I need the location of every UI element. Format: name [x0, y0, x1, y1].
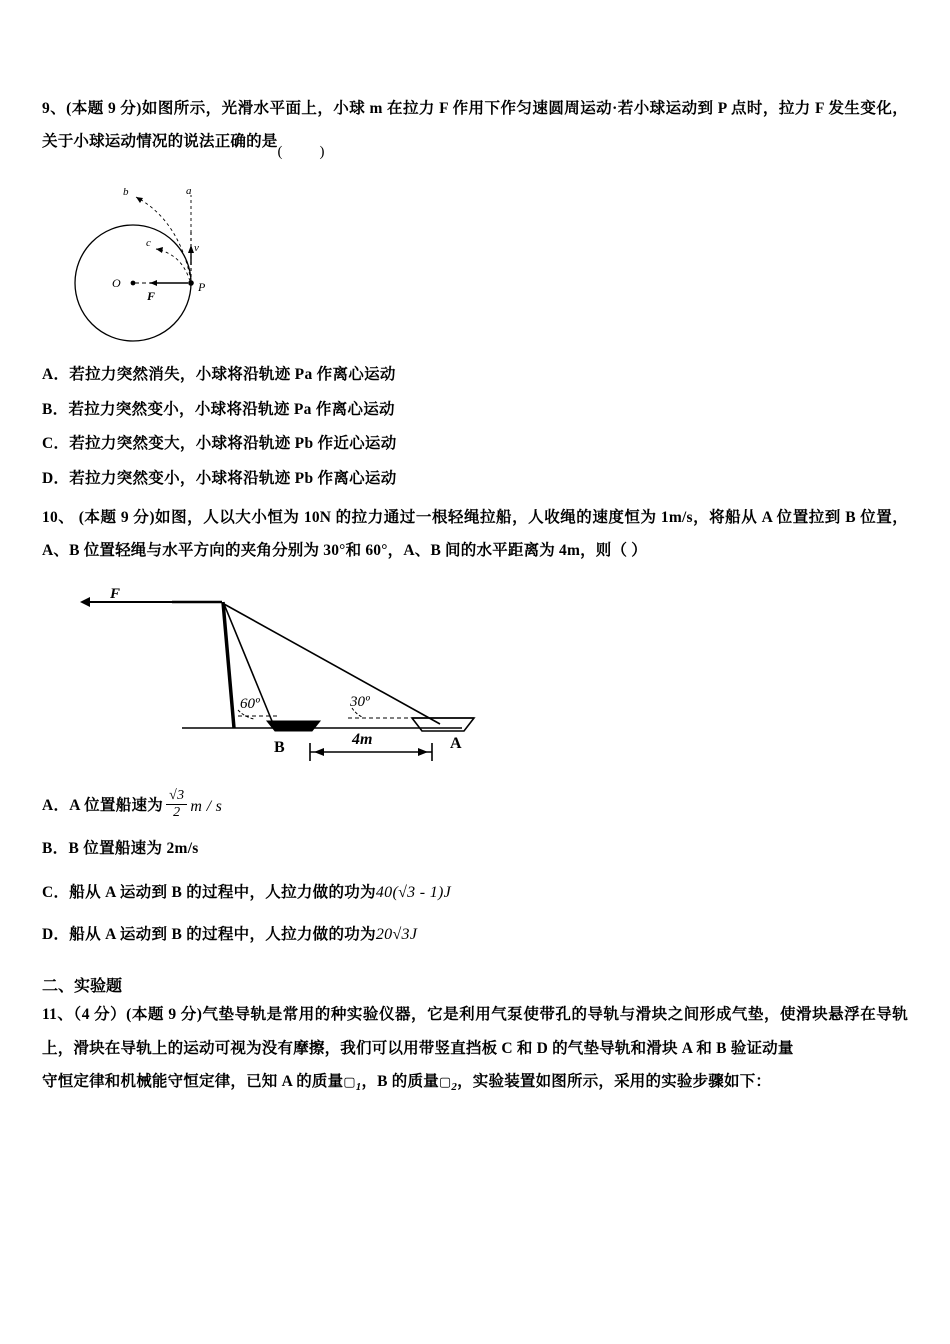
- label-4m: 4m: [352, 730, 373, 748]
- label-c: c: [146, 236, 151, 249]
- label-v: v: [194, 241, 199, 254]
- question-11-line2-part3: ，实验装置如图所示，采用的实验步骤如下：: [457, 1073, 772, 1091]
- option-c-text: 船从 A 运动到 B 的过程中，人拉力做的功为: [69, 883, 376, 901]
- question-11-line-1: 11、（4 分）(本题 9 分)气垫导轨是常用的种实验仪器，它是利用气泵使带孔的导轨与滑块之间形成气垫，使滑块悬浮在导轨上，滑块在导轨上的运动可视为没有摩擦，我们可以用带竖直挡板 C 和 D 的气垫导轨和滑块 A 和 B 验证动量: [42, 1006, 908, 1057]
- question-9: [42, 92, 908, 497]
- option-d-label: D．: [42, 470, 70, 488]
- option-a[interactable]: [42, 358, 908, 393]
- label-F: F: [147, 288, 156, 303]
- question-11-line-2: [42, 1065, 908, 1100]
- section-heading: 二、实验题: [42, 978, 123, 996]
- question-11-line2-part1: 守恒定律和机械能守恒定律，已知 A 的质量: [42, 1073, 344, 1091]
- option-b[interactable]: [42, 827, 908, 872]
- question-10: [42, 501, 908, 955]
- question-11-line2-part2: ，B 的质量: [361, 1073, 439, 1091]
- option-b-label: B．: [42, 840, 69, 858]
- option-d-expression: 20√3J: [375, 925, 418, 943]
- label-F: F: [110, 585, 121, 602]
- question-10-stem: 10、 (本题 9 分)如图，人以大小恒为 10N 的拉力通过一根轻绳拉船，人收绳的速度恒为 1m/s，将船从 A 位置拉到 B 位置，A、B 位置轻绳与水平方向的夹角分别为 30°和 60°，A、B 间的水平距离为 4m，则（ ）: [42, 509, 908, 560]
- option-a-text: A 位置船速为: [69, 797, 164, 815]
- question-9-stem: [42, 92, 908, 159]
- question-11: [42, 998, 908, 1099]
- option-d-text: 船从 A 运动到 B 的过程中，人拉力做的功为: [69, 925, 376, 943]
- mass-a-subscript: 1: [355, 1081, 362, 1094]
- label-P: P: [198, 279, 206, 294]
- option-a-label: A．: [42, 365, 70, 383]
- option-a-text: 若拉力突然消失，小球将沿轨迹 Pa 作离心运动: [69, 365, 396, 383]
- mass-b-symbol: ▢: [438, 1075, 452, 1091]
- label-angle-30: 30º: [350, 693, 370, 710]
- question-9-options: [42, 358, 908, 498]
- label-b: b: [123, 185, 129, 198]
- option-b-label: B．: [42, 400, 69, 418]
- label-angle-60: 60º: [240, 695, 260, 712]
- option-a-fraction: [166, 788, 187, 821]
- option-a-unit: m / s: [190, 797, 223, 815]
- mass-b-subscript: 2: [451, 1081, 458, 1094]
- option-b-text: B 位置船速为 2m/s: [68, 840, 199, 858]
- option-b[interactable]: [42, 393, 908, 428]
- option-a[interactable]: [42, 786, 908, 828]
- fraction-numerator: √3: [166, 788, 187, 805]
- option-d-text: 若拉力突然变小，小球将沿轨迹 Pb 作离心运动: [69, 470, 397, 488]
- page-content: [42, 92, 908, 1100]
- option-c[interactable]: [42, 427, 908, 462]
- option-c-label: C．: [42, 435, 70, 453]
- fraction-denominator: 2: [173, 805, 181, 821]
- option-a-label: A．: [42, 797, 70, 815]
- paren-right: ): [319, 144, 325, 161]
- option-c-expression: 40(√3 - 1)J: [375, 884, 452, 902]
- label-A: A: [450, 734, 462, 752]
- option-c[interactable]: [42, 872, 908, 914]
- option-c-text: 若拉力突然变大，小球将沿轨迹 Pb 作近心运动: [69, 435, 397, 453]
- option-d-label: D．: [42, 925, 70, 943]
- mass-a-symbol: ▢: [343, 1075, 356, 1091]
- option-b-text: 若拉力突然变小，小球将沿轨迹 Pa 作离心运动: [68, 400, 395, 418]
- label-a: a: [186, 184, 192, 197]
- option-c-label: C．: [42, 883, 70, 901]
- label-O: O: [112, 275, 121, 290]
- question-10-options: [42, 786, 908, 956]
- paren-left: (: [277, 144, 283, 161]
- question-9-text: 9、(本题 9 分)如图所示，光滑水平面上，小球 m 在拉力 F 作用下作匀速圆周运动·若小球运动到 P 点时，拉力 F 发生变化，关于小球运动情况的说法正确的是: [42, 100, 908, 151]
- option-d[interactable]: [42, 914, 908, 956]
- circular-motion-figure: [60, 173, 270, 348]
- label-B: B: [274, 738, 285, 756]
- option-d[interactable]: [42, 462, 908, 497]
- boat-pulling-figure: [62, 580, 482, 780]
